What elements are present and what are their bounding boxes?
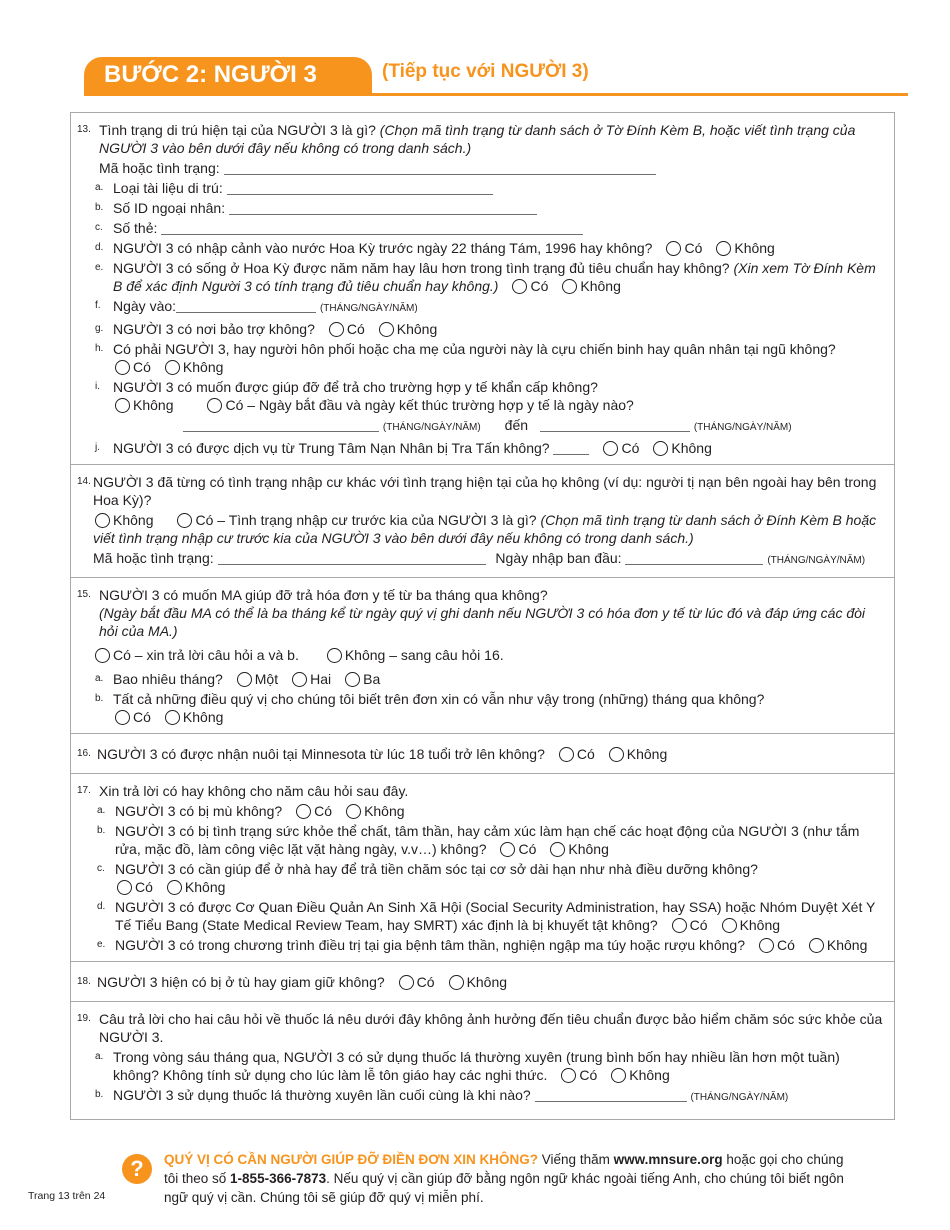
- no-radio[interactable]: [609, 747, 624, 762]
- five-years-label: NGƯỜI 3 có sống ở Hoa Kỳ được năm năm hay lâu hơn trong tình trạng đủ tiêu chuẩn hay không?: [113, 260, 730, 276]
- yes-radio[interactable]: [672, 918, 687, 933]
- torture-center-label: NGƯỜI 3 có được dịch vụ từ Trung Tâm Nạn Nhân bị Tra Tấn không?: [113, 440, 550, 456]
- no-radio[interactable]: [653, 441, 668, 456]
- emergency-label: NGƯỜI 3 có muốn được giúp đỡ để trả cho trường hợp y tế khẩn cấp không?: [113, 379, 598, 395]
- question-number: 17.: [77, 785, 91, 796]
- entry-before-1996-label: NGƯỜI 3 có nhập cảnh vào nước Hoa Kỳ trước ngày 22 tháng Tám, 1996 hay không?: [113, 240, 653, 256]
- header-rule: [84, 93, 908, 96]
- initial-entry-date-field[interactable]: [625, 551, 763, 565]
- question-text: Câu trả lời cho hai câu hỏi về thuốc lá nêu dưới đây không ảnh hưởng đến tiêu chuẩn được bảo hiểm chăm sóc sức khỏe của NGƯỜI 3.: [99, 1011, 883, 1045]
- long-term-care-label: NGƯỜI 3 có cần giúp để ở nhà hay để trả tiền chăm sóc tại cơ sở dài hạn như nhà điều dưỡng không?: [115, 861, 758, 877]
- phone-number: 1-855-366-7873: [230, 1171, 327, 1186]
- item-letter: a.: [95, 182, 104, 193]
- question-text: Tình trạng di trú hiện tại của NGƯỜI 3 là gì?: [99, 122, 376, 138]
- item-letter: b.: [95, 1089, 104, 1100]
- two-radio[interactable]: [292, 672, 307, 687]
- item-letter: i.: [95, 381, 100, 392]
- yes-radio[interactable]: [329, 322, 344, 337]
- question-18: 18. NGƯỜI 3 hiện có bị ở tù hay giam giữ không? Có Không: [71, 962, 894, 1002]
- question-number: 16.: [77, 748, 91, 759]
- page-number: Trang 13 trên 24: [28, 1190, 106, 1202]
- same-info-label: Tất cả những điều quý vị cho chúng tôi biết trên đơn xin có vẫn như vậy trong (những) tháng qua không?: [113, 691, 765, 707]
- question-number: 15.: [77, 589, 91, 600]
- last-tobacco-label: NGƯỜI 3 sử dụng thuốc lá thường xuyên lần cuối cùng là khi nào?: [113, 1087, 531, 1103]
- yes-radio[interactable]: [95, 648, 110, 663]
- yes-radio[interactable]: [559, 747, 574, 762]
- item-letter: d.: [97, 901, 106, 912]
- no-radio[interactable]: [327, 648, 342, 663]
- no-radio[interactable]: [809, 938, 824, 953]
- question-14: 14. NGƯỜI 3 đã từng có tình trạng nhập cư khác với tình trạng hiện tại của họ không (ví dụ: người tị nạn bên ngoài hay bên trong Hoa Kỳ)? Không Có – Tình trạng nhập cư trước kia của NGƯỜI 3 là gì? (Chọn mã tình trạng từ danh sách ở Đính Kèm B hoặc viết tình trạng nhập cư trước kia của NGƯỜI 3 vào bên dưới đây nếu không có trong danh sách.) Mã hoặc tình trạng: Ngày nhập ban đầu: (THÁNG/NGÀY/NĂM): [71, 465, 894, 578]
- question-13: 13. Tình trạng di trú hiện tại của NGƯỜI 3 là gì? (Chọn mã tình trạng từ danh sách ở Tờ Đính Kèm B, hoặc viết tình trạng của NGƯỜI 3 vào bên dưới đây nếu không có trong danh sách.) Mã hoặc tình trạng: a. Loại tài liệu di trú: b. Số ID ngoại nhân: c. Số thẻ: d. NGƯỜI 3 có nhập cảnh vào nước Hoa Kỳ trước ngày 22 tháng Tám, 1996 hay không? Có Không e. NGƯỜI 3 có sống ở Hoa Kỳ được năm năm hay lâu hơn trong tình trạng đủ tiêu chuẩn hay không? (Xin xem Tờ Đính Kèm B để xác định Người 3 có tính trạng đủ tiêu chuẩn hay không.) Có Không f. Ngày vào: (THÁNG/NGÀY/NĂM) g. NGƯỜI 3 có nơi bảo trợ không? Có Không h. Có phải NGƯỜI 3, hay người hôn phối hoặc cha mẹ của người này là cựu chiến binh hay quân nhân tại ngũ không? Có Không i. NGƯỜI 3 có muốn được giúp đỡ để trả cho trường hợp y tế khẩn cấp không? Không Có – Ngày bắt đầu và ngày kết thúc trường hợp y tế là ngày nào? (THÁNG/NGÀY/NĂM) đến (THÁNG/NGÀY/NĂM) j. NGƯỜI 3 có được dịch vụ từ Trung Tâm Nạn Nhân bị Tra Tấn không? Có Không: [71, 113, 894, 465]
- yes-radio[interactable]: [177, 513, 192, 528]
- alien-id-label: Số ID ngoại nhân:: [113, 200, 226, 216]
- item-letter: a.: [95, 1051, 104, 1062]
- item-letter: c.: [97, 863, 105, 874]
- question-text: NGƯỜI 3 có muốn MA giúp đỡ trả hóa đơn y tế từ ba tháng qua không?: [99, 587, 548, 603]
- item-letter: g.: [95, 323, 104, 334]
- veteran-label: Có phải NGƯỜI 3, hay người hôn phối hoặc cha mẹ của người này là cựu chiến binh hay quân nhân tại ngũ không?: [113, 341, 836, 357]
- help-text: QUÝ VỊ CÓ CẦN NGƯỜI GIÚP ĐỠ ĐIỀN ĐƠN XIN KHÔNG? Viếng thăm www.mnsure.org hoặc gọi cho chúng tôi theo số 1-855-366-7873. Nếu quý vị cần giúp đỡ bằng ngôn ngữ khác ngoài tiếng Anh, cho chúng tôi biết ngôn ngữ quý vị cần. Chúng tôi sẽ giúp đỡ quý vị miễn phí.: [164, 1152, 844, 1205]
- card-number-field[interactable]: [161, 221, 583, 235]
- step-continued: (Tiếp tục với NGƯỜI 3): [382, 61, 589, 82]
- blind-label: NGƯỜI 3 có bị mù không?: [115, 803, 283, 819]
- no-radio[interactable]: [550, 842, 565, 857]
- question-number: 14.: [77, 476, 91, 487]
- question-number: 19.: [77, 1013, 91, 1024]
- entry-label: Ngày nhập ban đầu:: [495, 550, 622, 566]
- yes-radio[interactable]: [603, 441, 618, 456]
- prior-status-field[interactable]: [218, 551, 486, 565]
- emergency-end-field[interactable]: [540, 418, 690, 432]
- entry-date-field[interactable]: [176, 299, 316, 313]
- torture-center-field[interactable]: [553, 441, 589, 455]
- item-letter: b.: [97, 825, 106, 836]
- no-radio[interactable]: [449, 975, 464, 990]
- sponsor-label: NGƯỜI 3 có nơi bảo trợ không?: [113, 321, 315, 337]
- yes-radio[interactable]: [115, 360, 130, 375]
- one-radio[interactable]: [237, 672, 252, 687]
- step-header: [84, 57, 908, 97]
- no-radio[interactable]: [722, 918, 737, 933]
- treatment-label: NGƯỜI 3 có trong chương trình điều trị tại gia bệnh tâm thần, nghiện ngập ma túy hoặc rượu không?: [115, 937, 745, 953]
- item-letter: e.: [97, 939, 106, 950]
- yes-radio[interactable]: [207, 398, 222, 413]
- three-radio[interactable]: [345, 672, 360, 687]
- no-radio[interactable]: [95, 513, 110, 528]
- yes-radio[interactable]: [399, 975, 414, 990]
- item-letter: a.: [95, 673, 104, 684]
- question-mark-icon: ?: [122, 1154, 152, 1184]
- person-3-form: [70, 112, 895, 1120]
- item-letter: d.: [95, 242, 104, 253]
- question-text: NGƯỜI 3 hiện có bị ở tù hay giam giữ không?: [97, 974, 385, 990]
- yes-radio[interactable]: [759, 938, 774, 953]
- tobacco-use-label: Trong vòng sáu tháng qua, NGƯỜI 3 có sử dụng thuốc lá thường xuyên (trung bình bốn hay nhiều lần hơn một tuần) không? Không tính sử dụng cho lúc làm lễ tôn giáo hay các nghi thức.: [113, 1049, 840, 1083]
- item-letter: f.: [95, 300, 101, 311]
- yes-radio[interactable]: [115, 710, 130, 725]
- item-letter: e.: [95, 262, 104, 273]
- question-instruction: (Chọn mã tình trạng từ danh sách ở Tờ Đính Kèm B, hoặc viết tình trạng của NGƯỜI 3 vào bên dưới đây nếu không có trong danh sách.): [99, 122, 856, 156]
- item-letter: j.: [95, 442, 100, 453]
- no-radio[interactable]: [346, 804, 361, 819]
- question-15: 15. NGƯỜI 3 có muốn MA giúp đỡ trả hóa đơn y tế từ ba tháng qua không? (Ngày bắt đầu MA có thể là ba tháng kể từ ngày quý vị ghi danh nếu NGƯỜI 3 có hóa đơn y tế từ lúc đó và đáp ứng các đòi hỏi của MA.) Có – xin trả lời câu hỏi a và b. Không – sang câu hỏi 16. a. Bao nhiêu tháng? Một Hai Ba b. Tất cả những điều quý vị cho chúng tôi biết trên đơn xin có vẫn như vậy trong (những) tháng qua không? Có Không: [71, 578, 894, 734]
- question-text: NGƯỜI 3 đã từng có tình trạng nhập cư khác với tình trạng hiện tại của họ không (ví dụ: người tị nạn bên ngoài hay bên trong Hoa Kỳ)?: [93, 474, 877, 508]
- question-number: 13.: [77, 124, 91, 135]
- last-tobacco-date-field[interactable]: [535, 1088, 687, 1102]
- no-radio[interactable]: [165, 360, 180, 375]
- yes-radio[interactable]: [666, 241, 681, 256]
- code-label: Mã hoặc tình trạng:: [93, 550, 214, 566]
- alien-id-field[interactable]: [229, 201, 537, 215]
- yes-radio[interactable]: [500, 842, 515, 857]
- question-number: 18.: [77, 976, 91, 987]
- yes-radio[interactable]: [117, 880, 132, 895]
- yes-radio[interactable]: [561, 1068, 576, 1083]
- question-16: 16. NGƯỜI 3 có được nhận nuôi tại Minnesota từ lúc 18 tuổi trở lên không? Có Không: [71, 734, 894, 774]
- item-letter: b.: [95, 693, 104, 704]
- no-radio[interactable]: [716, 241, 731, 256]
- no-radio[interactable]: [115, 398, 130, 413]
- question-instruction: (Ngày bắt đầu MA có thể là ba tháng kể từ ngày quý vị ghi danh nếu NGƯỜI 3 có hóa đơn y tế từ lúc đó và đáp ứng các đòi hỏi của MA.): [99, 605, 866, 639]
- item-letter: a.: [97, 805, 106, 816]
- limiting-condition-label: NGƯỜI 3 có bị tình trạng sức khỏe thể chất, tâm thần, hay cảm xúc làm hạn chế các hoạt động của NGƯỜI 3 (như tắm rửa, mặc đồ, làm công việc lặt vặt hàng ngày, v.v…) không?: [115, 823, 860, 857]
- entry-date-label: Ngày vào:: [113, 298, 177, 314]
- no-radio[interactable]: [562, 279, 577, 294]
- item-letter: c.: [95, 222, 103, 233]
- step-title: BƯỚC 2: NGƯỜI 3: [84, 57, 372, 95]
- doc-type-field[interactable]: [227, 181, 493, 195]
- no-radio[interactable]: [379, 322, 394, 337]
- yes-radio[interactable]: [296, 804, 311, 819]
- doc-type-label: Loại tài liệu di trú:: [113, 180, 223, 196]
- months-label: Bao nhiêu tháng?: [113, 671, 223, 687]
- no-radio[interactable]: [165, 710, 180, 725]
- item-letter: b.: [95, 202, 104, 213]
- website-link[interactable]: www.mnsure.org: [613, 1152, 723, 1167]
- disability-label: NGƯỜI 3 có được Cơ Quan Điều Quản An Sinh Xã Hội (Social Security Administration, hay SSA) hoặc Nhóm Duyệt Xét Y Tế Tiểu Bang (State Medical Review Team, hay SMRT) xác định là bị khuyết tật không?: [115, 899, 876, 933]
- emergency-start-field[interactable]: [183, 418, 379, 432]
- yes-radio[interactable]: [512, 279, 527, 294]
- question-text: NGƯỜI 3 có được nhận nuôi tại Minnesota từ lúc 18 tuổi trở lên không?: [97, 746, 545, 762]
- item-letter: h.: [95, 343, 104, 354]
- code-label: Mã hoặc tình trạng:: [99, 160, 220, 176]
- card-number-label: Số thẻ:: [113, 220, 158, 236]
- question-text: Xin trả lời có hay không cho năm câu hỏi sau đây.: [99, 783, 409, 799]
- no-radio[interactable]: [167, 880, 182, 895]
- question-17: 17. Xin trả lời có hay không cho năm câu hỏi sau đây. a. NGƯỜI 3 có bị mù không? Có Không b. NGƯỜI 3 có bị tình trạng sức khỏe thể chất, tâm thần, hay cảm xúc làm hạn chế các hoạt động của NGƯỜI 3 (như tắm rửa, mặc đồ, làm công việc lặt vặt hàng ngày, v.v…) không? Có Không c. NGƯỜI 3 có cần giúp để ở nhà hay để trả tiền chăm sóc tại cơ sở dài hạn như nhà điều dưỡng không? Có Không d. NGƯỜI 3 có được Cơ Quan Điều Quản An Sinh Xã Hội (Social Security Administration, hay SSA) hoặc Nhóm Duyệt Xét Y Tế Tiểu Bang (State Medical Review Team, hay SMRT) xác định là bị khuyết tật không? Có Không e. NGƯỜI 3 có trong chương trình điều trị tại gia bệnh tâm thần, nghiện ngập ma túy hoặc rượu không? Có Không: [71, 774, 894, 962]
- no-radio[interactable]: [611, 1068, 626, 1083]
- question-19: 19. Câu trả lời cho hai câu hỏi về thuốc lá nêu dưới đây không ảnh hưởng đến tiêu chuẩn được bảo hiểm chăm sóc sức khỏe của NGƯỜI 3. a. Trong vòng sáu tháng qua, NGƯỜI 3 có sử dụng thuốc lá thường xuyên (trung bình bốn hay nhiều lần hơn một tuần) không? Không tính sử dụng cho lúc làm lễ tôn giáo hay các nghi thức. Có Không b. NGƯỜI 3 sử dụng thuốc lá thường xuyên lần cuối cùng là khi nào? (THÁNG/NGÀY/NĂM): [77, 1011, 883, 1103]
- code-field[interactable]: [224, 161, 656, 175]
